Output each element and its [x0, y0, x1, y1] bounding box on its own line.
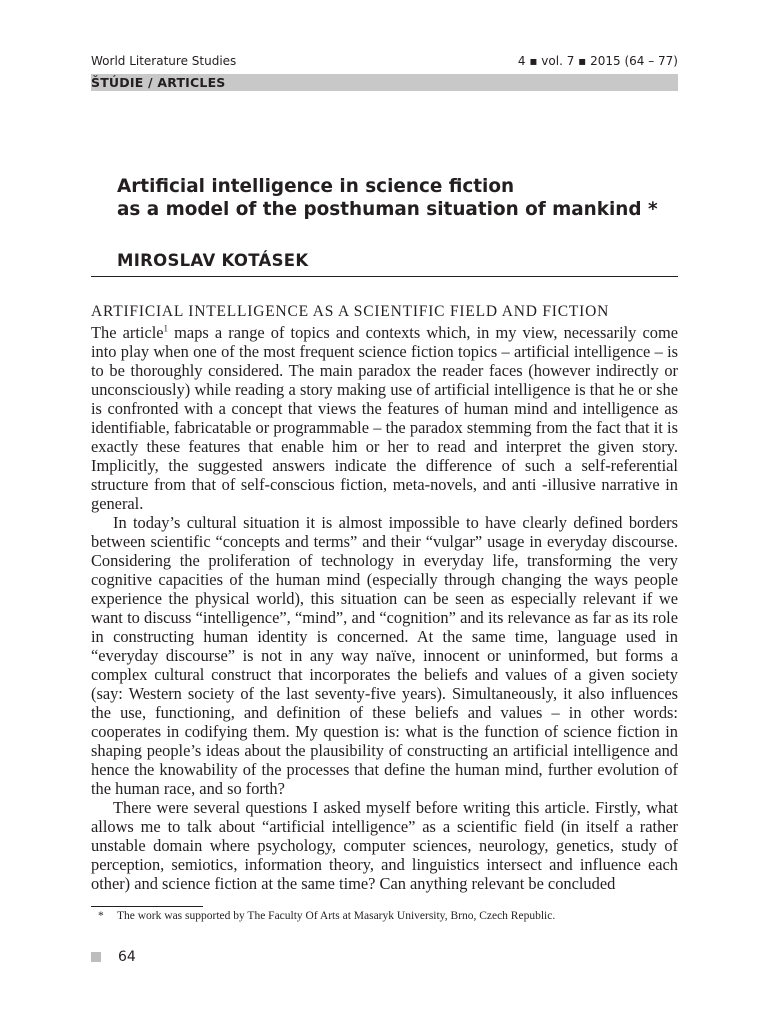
section-label: ŠTÚDIE / ARTICLES — [91, 75, 226, 90]
paragraph-3: There were several questions I asked myself before writing this article. Firstly, what allows me to talk about “artificial intelligence” as a scientific field (in itself a rather unstable domain where psychology, computer sciences, neurology, genetics, study of perception, semiotics, information theory, and linguistics intersect and influence each other) and science fiction at the same time? Can anything relevant be concluded — [91, 798, 678, 893]
article-body — [91, 302, 678, 893]
footnote-mark: * — [98, 910, 104, 922]
paragraph-2: In today’s cultural situation it is almost impossible to have clearly defined borders between scientific “concepts and terms” and their “vulgar” usage in everyday discourse. Considering the proliferation of technology in everyday life, transforming the very cognitive capacities of the human mind (especially through changing the ways people experience the physical world), this situation can be seen as especially relevant if we want to discuss “intelligence”, “mind”, and “cognition” and its relevance as far as its role in constructing human identity is concerned. At the same time, language used in “everyday discourse” is not in any way naïve, innocent or uninformed, but forms a complex cultural construct that incorporates the beliefs and values of a given society (say: Western society of the last seventy-five years). Simultaneously, it also influences the use, functioning, and definition of these beliefs and values – in other words: cooperates in codifying them. My question is: what is the function of science fiction in shaping people’s ideas about the plausibility of constructing an artificial intelligence and hence the knowability of the processes that define the human mind, further evolution of the human race, and so forth? — [91, 513, 678, 798]
issue-info: 4 ▪ vol. 7 ▪ 2015 (64 – 77) — [517, 54, 678, 68]
paragraph-1-start: The article — [91, 323, 164, 342]
article-title-line-2: as a model of the posthuman situation of mankind * — [117, 199, 658, 220]
running-head — [91, 52, 678, 70]
section-heading: ARTIFICIAL INTELLIGENCE AS A SCIENTIFIC FIELD AND FICTION — [91, 303, 610, 320]
footnote — [91, 908, 678, 924]
footnote-text: The work was supported by The Faculty Of Arts at Masaryk University, Brno, Czech Republic. — [117, 910, 556, 922]
paragraph-1-rest: maps a range of topics and contexts which, in my view, necessarily come into play when one of the most frequent science fiction topics – artificial intelligence – is to be thoroughly considered. The main paradox the reader faces (however indirectly or unconsciously) while reading a story making use of artificial intelligence is that he or she is confronted with a concept that views the features of human mind and intelligence as identifiable, fabricatable or programmable – the paradox stemming from the fact that it is exactly these features that enable him or her to read and interpret the given story. Implicitly, the suggested answers indicate the difference of such a self-referential structure from that of self-conscious fiction, meta-novels, and anti -illusive narrative in general. — [91, 323, 678, 513]
journal-name: World Literature Studies — [91, 54, 237, 68]
article-title-line-1: Artificial intelligence in science fiction — [117, 176, 515, 197]
footnote-reference: 1 — [163, 323, 169, 334]
footnote-divider — [91, 906, 203, 907]
paragraph-1 — [91, 323, 678, 513]
author-divider — [91, 276, 678, 277]
section-label-bar — [91, 74, 678, 91]
page-marker-square — [91, 952, 101, 962]
page-number: 64 — [118, 949, 136, 965]
article-title — [117, 175, 677, 221]
author-name: MIROSLAV KOTÁSEK — [117, 251, 309, 270]
